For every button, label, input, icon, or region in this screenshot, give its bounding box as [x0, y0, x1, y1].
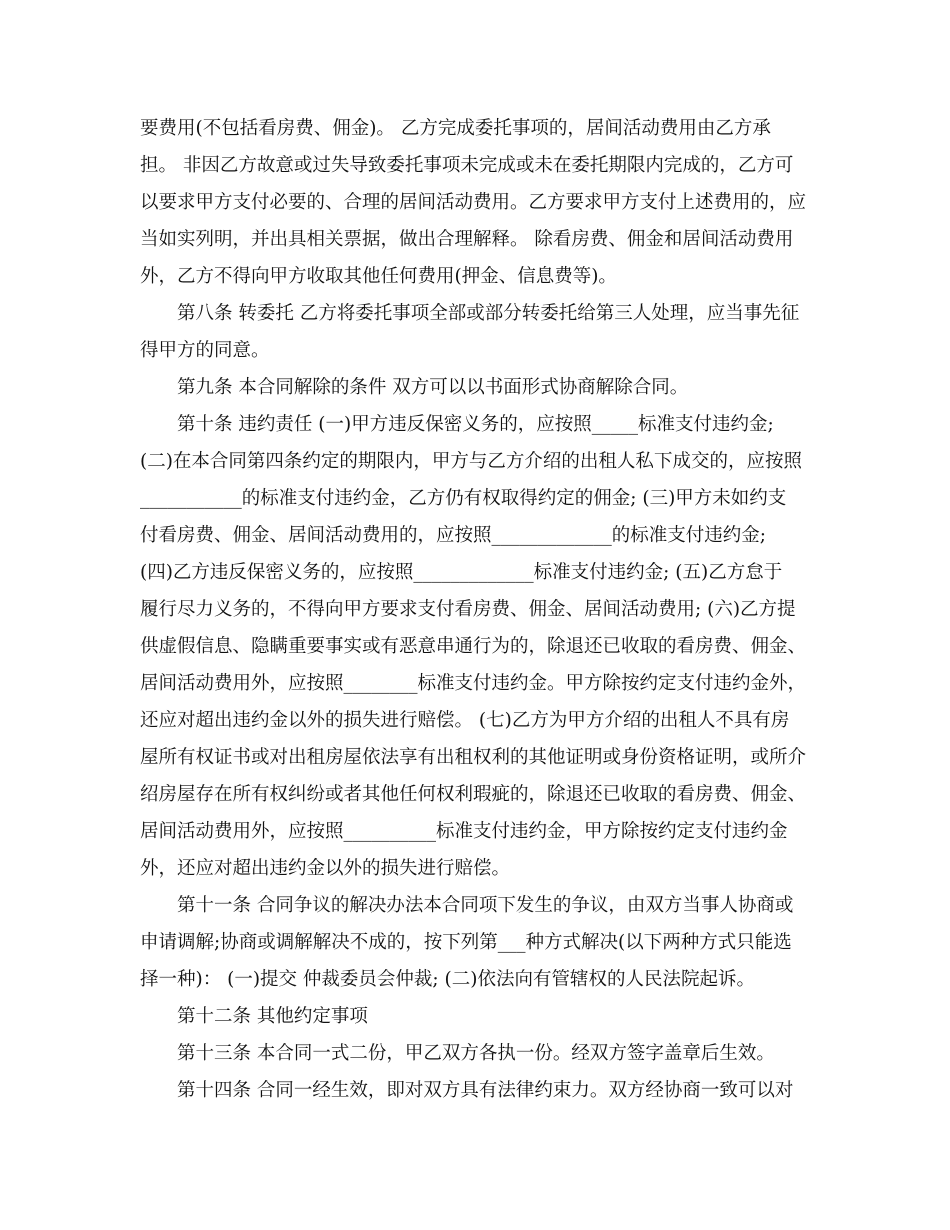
text-line: (二)在本合同第四条约定的期限内，甲方与乙方介绍的出租人私下成交的，应按照 — [140, 451, 802, 472]
article-10-line: 第十条 违约责任 (一)甲方违反保密义务的，应按照_____标准支付违约金; — [140, 414, 774, 435]
text-line: 得甲方的同意。 — [140, 340, 270, 361]
text-line: 还应对超出违约金以外的损失进行赔偿。 (七)乙方为甲方介绍的出租人不具有房 — [140, 710, 790, 731]
text-line: 择一种)： (一)提交 仲裁委员会仲裁; (二)依法向有管辖权的人民法院起诉。 — [140, 969, 755, 990]
text-line: 供虚假信息、隐瞒重要事实或有恶意串通行为的，除退还已收取的看房费、佣金、 — [140, 636, 807, 657]
text-line: 申请调解;协商或调解解决不成的，按下列第___种方式解决(以下两种方式只能选 — [140, 932, 792, 953]
text-line: 以要求甲方支付必要的、合理的居间活动费用。乙方要求甲方支付上述费用的，应 — [140, 192, 807, 213]
text-line: 付看房费、佣金、居间活动费用的，应按照_____________的标准支付违约金; — [140, 525, 766, 546]
article-11-line: 第十一条 合同争议的解决办法本合同项下发生的争议，由双方当事人协商或 — [140, 895, 794, 916]
text-line: ___________的标准支付违约金，乙方仍有权取得约定的佣金; (三)甲方未如约支 — [140, 488, 787, 509]
text-line: 履行尽力义务的，不得向甲方要求支付看房费、佣金、居间活动费用; (六)乙方提 — [140, 599, 796, 620]
text-line: (四)乙方违反保密义务的，应按照_____________标准支付违约金; (五)乙方怠于 — [140, 562, 783, 583]
text-line: 居间活动费用外，应按照________标准支付违约金。甲方除按约定支付违约金外， — [140, 673, 807, 694]
article-9-line: 第九条 本合同解除的条件 双方可以以书面形式协商解除合同。 — [140, 377, 689, 398]
article-12-line: 第十二条 其他约定事项 — [140, 1006, 368, 1027]
text-line: 要费用(不包括看房费、佣金)。 乙方完成委托事项的，居间活动费用由乙方承 — [140, 118, 771, 139]
contract-body — [140, 110, 820, 1109]
text-line: 外，还应对超出违约金以外的损失进行赔偿。 — [140, 858, 511, 879]
text-line: 居间活动费用外，应按照__________标准支付违约金，甲方除按约定支付违约金 — [140, 821, 788, 842]
text-line: 当如实列明，并出具相关票据，做出合理解释。 除看房费、佣金和居间活动费用 — [140, 229, 794, 250]
text-line: 担。 非因乙方故意或过失导致委托事项未完成或未在委托期限内完成的，乙方可 — [140, 155, 794, 176]
article-8-line: 第八条 转委托 乙方将委托事项全部或部分转委托给第三人处理，应当事先征 — [140, 303, 800, 324]
article-13-line: 第十三条 本合同一式二份，甲乙双方各执一份。经双方签字盖章后生效。 — [140, 1043, 775, 1064]
text-line: 外，乙方不得向甲方收取其他任何费用(押金、信息费等)。 — [140, 266, 617, 287]
text-line: 屋所有权证书或对出租房屋依法享有出租权利的其他证明或身份资格证明，或所介 — [140, 747, 807, 768]
text-line: 绍房屋存在所有权纠纷或者其他任何权利瑕疵的，除退还已收取的看房费、佣金、 — [140, 784, 807, 805]
article-14-line: 第十四条 合同一经生效，即对双方具有法律约束力。双方经协商一致可以对 — [140, 1080, 794, 1101]
